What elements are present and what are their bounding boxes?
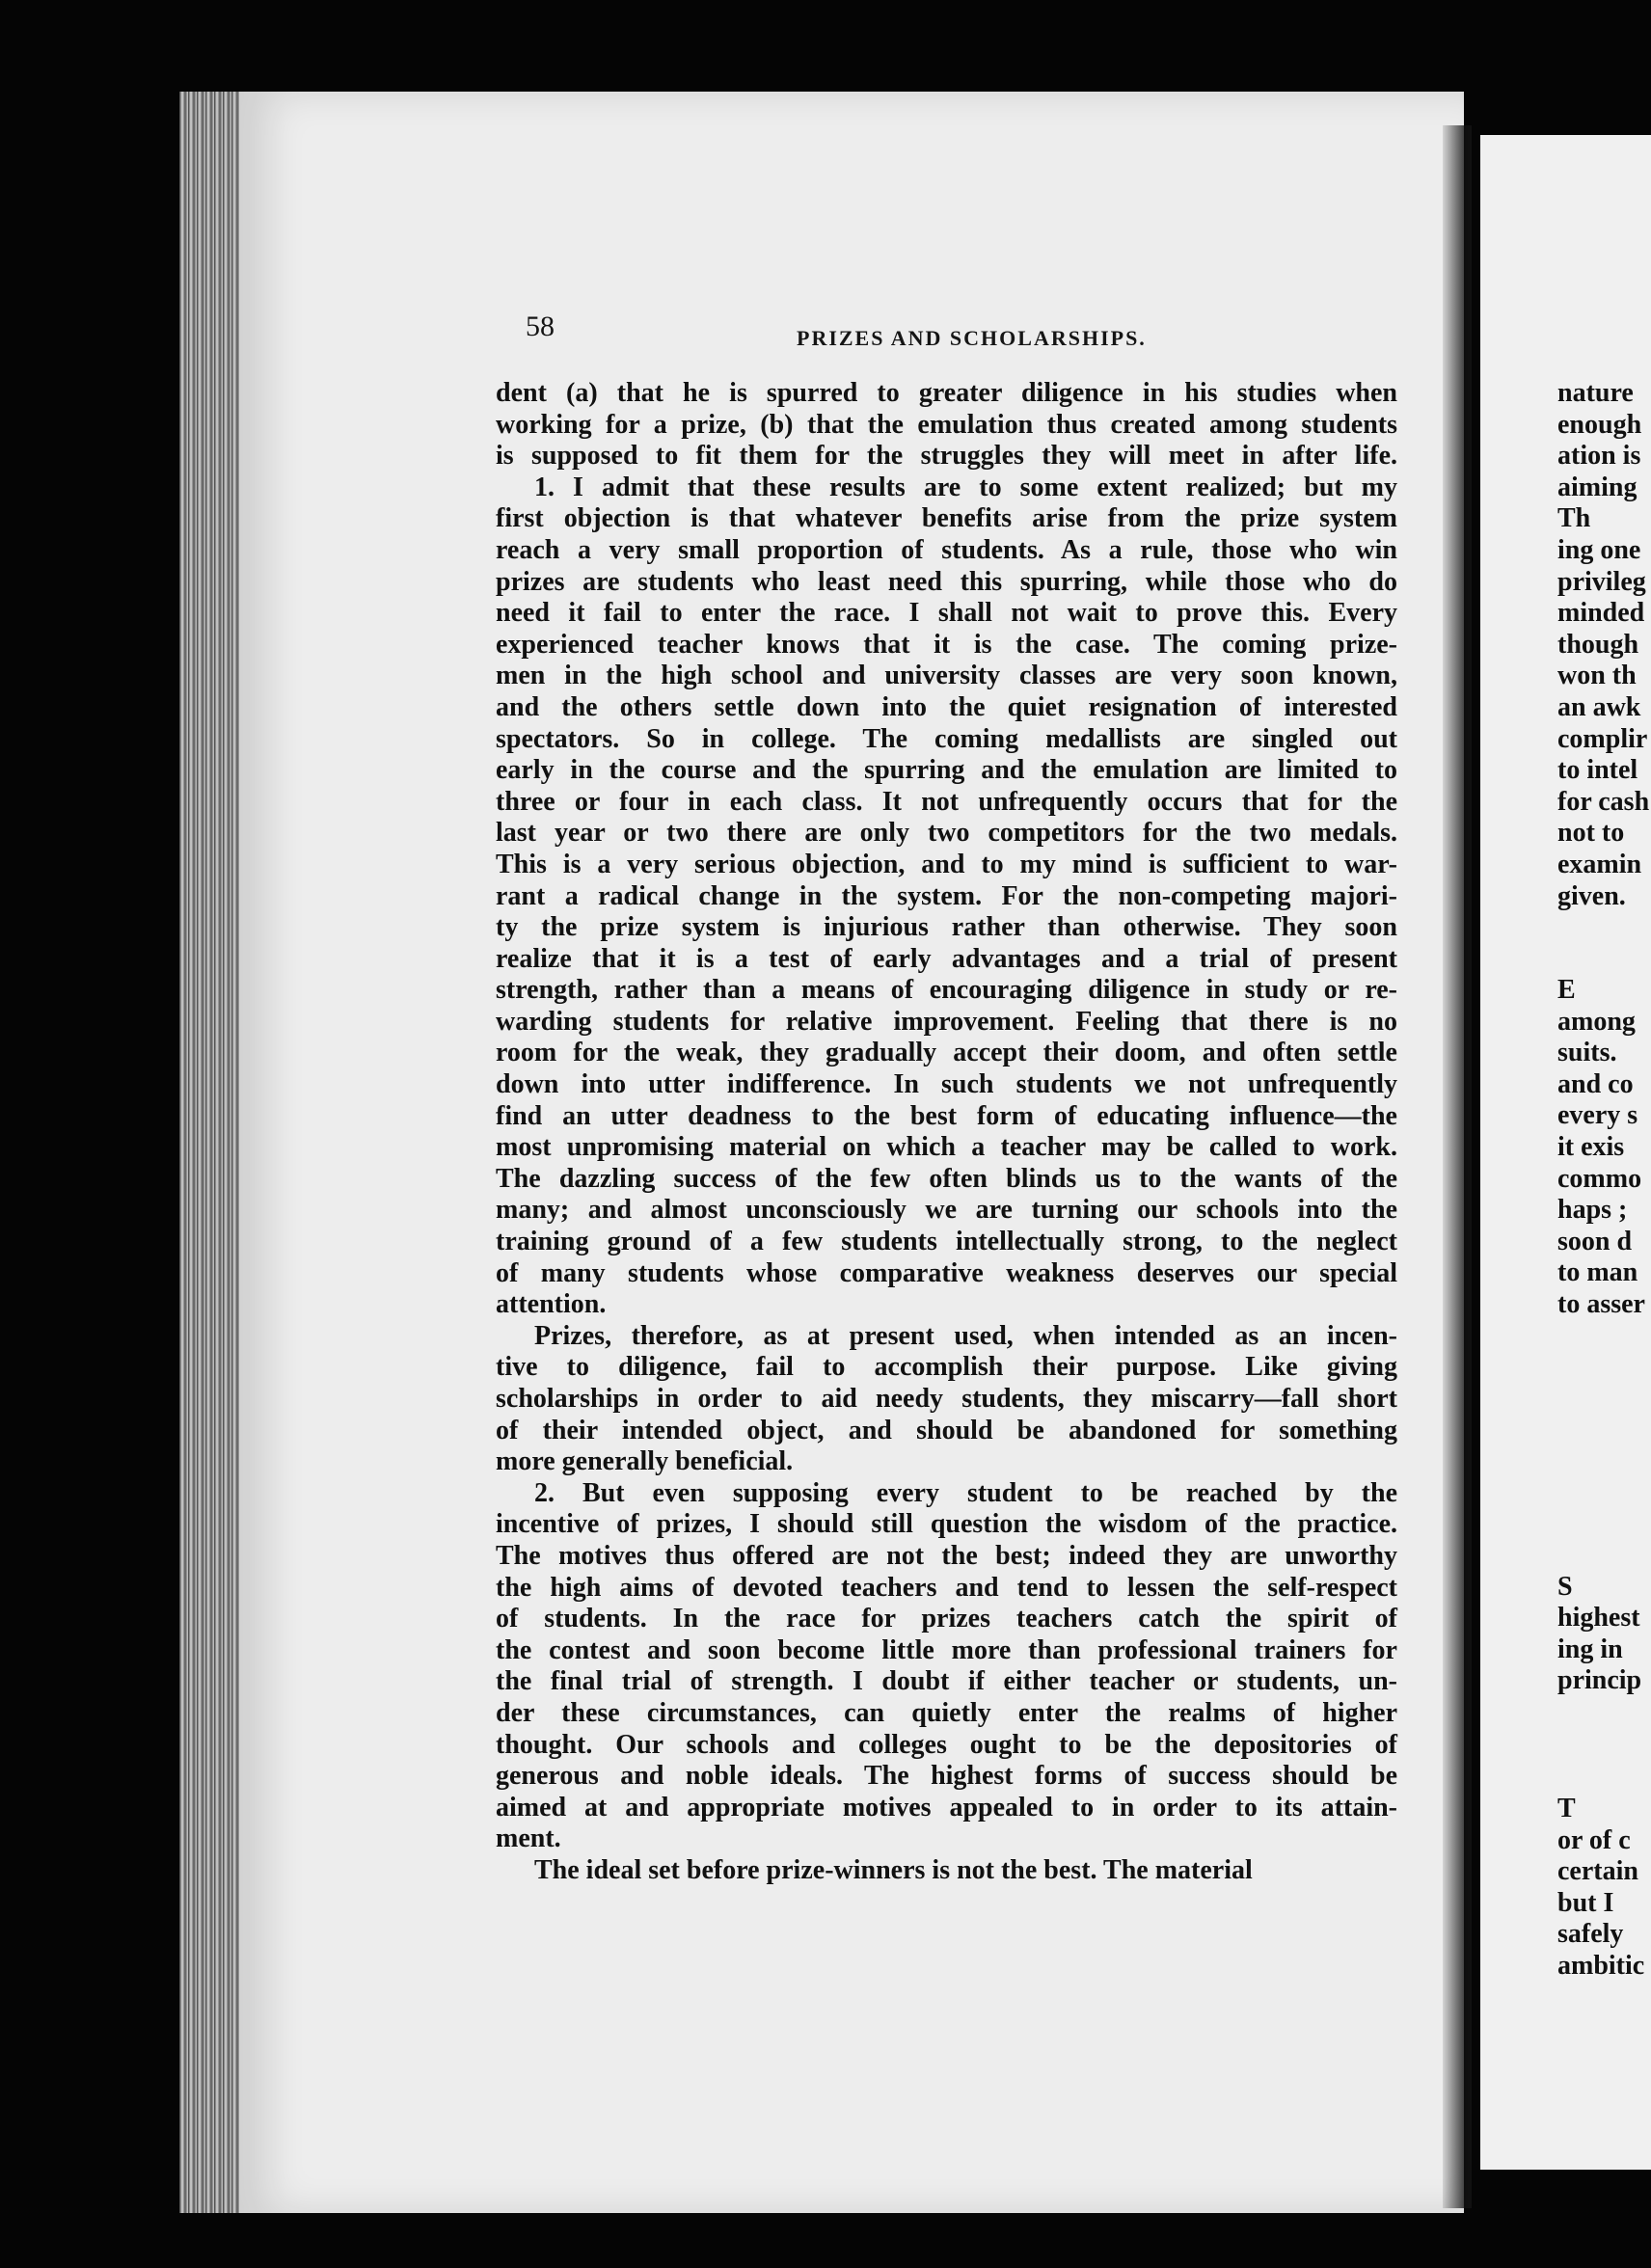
facing-text-line: T bbox=[1557, 1794, 1576, 1823]
facing-text-line: certain bbox=[1557, 1856, 1638, 1887]
text-line: warding students for relative improvement. Feeling that there is no bbox=[496, 1006, 1397, 1037]
facing-text-line: given. bbox=[1557, 880, 1626, 911]
text-line: training ground of a few students intellectually strong, to the neglect bbox=[496, 1227, 1397, 1257]
text-line: reach a very small proportion of students. As a rule, those who win bbox=[496, 534, 1397, 565]
text-line: room for the weak, they gradually accept their doom, and often settle bbox=[496, 1038, 1397, 1068]
text-line: three or four in each class. It not unfrequently occurs that for the bbox=[496, 786, 1397, 817]
text-line: and the others settle down into the quiet resignation of interested bbox=[496, 691, 1397, 722]
text-line: spectators. So in college. The coming medallists are singled out bbox=[496, 723, 1397, 754]
text-line: prizes are students who least need this spurring, while those who do bbox=[496, 566, 1397, 597]
facing-text-line: won th bbox=[1557, 661, 1637, 691]
facing-text-line: though bbox=[1557, 629, 1639, 660]
facing-text-line: to man bbox=[1557, 1257, 1638, 1288]
text-line: der these circumstances, can quietly enter the realms of higher bbox=[496, 1697, 1397, 1728]
text-line: incentive of prizes, I should still question the wisdom of the practice. bbox=[496, 1509, 1397, 1540]
facing-text-line: complir bbox=[1557, 723, 1648, 754]
text-line: men in the high school and university classes are very soon known, bbox=[496, 661, 1397, 691]
facing-text-line: privileg bbox=[1557, 566, 1646, 597]
text-line: the high aims of devoted teachers and tend to lessen the self-respect bbox=[496, 1572, 1397, 1603]
facing-gap bbox=[1557, 1697, 1651, 1794]
text-line: of their intended object, and should be abandoned for something bbox=[496, 1415, 1397, 1445]
text-line: The ideal set before prize-winners is not the best. The material bbox=[534, 1854, 1253, 1885]
text-line: down into utter indifference. In such students we not unfrequently bbox=[496, 1069, 1397, 1100]
facing-text-line: for cash bbox=[1557, 786, 1650, 817]
facing-gap bbox=[1557, 912, 1651, 975]
page-number: 58 bbox=[526, 310, 555, 342]
facing-text-line: but I bbox=[1557, 1887, 1614, 1918]
text-line: generous and noble ideals. The highest forms of success should be bbox=[496, 1761, 1397, 1792]
text-line: more generally beneficial. bbox=[496, 1446, 794, 1477]
facing-text-line: ambitic bbox=[1557, 1950, 1645, 1981]
facing-text-line: nature bbox=[1557, 378, 1634, 408]
text-line: dent (a) that he is spurred to greater diligence in his studies when bbox=[496, 378, 1397, 408]
facing-text-line: soon d bbox=[1557, 1226, 1633, 1256]
text-line: early in the course and the spurring and the emulation are limited to bbox=[496, 755, 1397, 786]
facing-text-line: an awk bbox=[1557, 691, 1641, 722]
text-line: of many students whose comparative weakness deserves our special bbox=[496, 1257, 1397, 1288]
facing-text-line: enough bbox=[1557, 409, 1642, 440]
facing-text-line: every s bbox=[1557, 1100, 1638, 1131]
facing-text-line: not to bbox=[1557, 818, 1625, 849]
text-line: tive to diligence, fail to accomplish their purpose. Like giving bbox=[496, 1352, 1397, 1383]
facing-text-line: ing one bbox=[1557, 534, 1641, 565]
text-line: rant a radical change in the system. For the non-competing majori- bbox=[496, 880, 1397, 911]
text-line: Prizes, therefore, as at present used, when intended as an incen- bbox=[534, 1320, 1397, 1351]
text-line: thought. Our schools and colleges ought to be the depositories of bbox=[496, 1729, 1397, 1760]
text-line: strength, rather than a means of encouraging diligence in study or re- bbox=[496, 975, 1397, 1006]
main-text bbox=[496, 378, 1397, 1887]
facing-text-line: suits. bbox=[1557, 1038, 1617, 1068]
facing-text-line: it exis bbox=[1557, 1132, 1625, 1163]
facing-page-text bbox=[1557, 378, 1651, 1983]
text-line: need it fail to enter the race. I shall not wait to prove this. Every bbox=[496, 598, 1397, 629]
running-title: PRIZES AND SCHOLARSHIPS. bbox=[797, 326, 1147, 350]
facing-text-line: princip bbox=[1557, 1665, 1642, 1696]
text-line: This is a very serious objection, and to my mind is sufficient to war- bbox=[496, 849, 1397, 879]
facing-text-line: aiming bbox=[1557, 472, 1637, 502]
facing-text-line: to asser bbox=[1557, 1289, 1645, 1320]
facing-text-line: or of c bbox=[1557, 1824, 1631, 1855]
text-line: find an utter deadness to the best form of educating influence—the bbox=[496, 1100, 1397, 1131]
facing-text-line: safely bbox=[1557, 1919, 1624, 1950]
text-line: ment. bbox=[496, 1823, 561, 1854]
facing-text-line: commo bbox=[1557, 1163, 1642, 1194]
text-line: is supposed to fit them for the struggles they will meet in after life. bbox=[496, 441, 1397, 472]
text-line: most unpromising material on which a teacher may be called to work. bbox=[496, 1132, 1397, 1163]
facing-text-line: E bbox=[1557, 975, 1576, 1006]
facing-text-line: and co bbox=[1557, 1068, 1634, 1099]
facing-gap bbox=[1557, 1321, 1651, 1572]
facing-text-line: S bbox=[1557, 1571, 1573, 1602]
facing-text-line: ing in bbox=[1557, 1634, 1623, 1664]
text-line: experienced teacher knows that it is the case. The coming prize- bbox=[496, 629, 1397, 660]
facing-text-line: ation is bbox=[1557, 441, 1641, 472]
text-line: of students. In the race for prizes teachers catch the spirit of bbox=[496, 1604, 1397, 1634]
text-line: aimed at and appropriate motives appealed to in order to its attain- bbox=[496, 1792, 1397, 1822]
text-line: many; and almost unconsciously we are turning our schools into the bbox=[496, 1195, 1397, 1226]
text-line: last year or two there are only two competitors for the two medals. bbox=[496, 818, 1397, 849]
text-line: the final trial of strength. I doubt if either teacher or students, un- bbox=[496, 1666, 1397, 1697]
text-line: working for a prize, (b) that the emulation thus created among students bbox=[496, 409, 1397, 440]
facing-text-line: haps ; bbox=[1557, 1195, 1628, 1226]
facing-text-line: highest bbox=[1557, 1603, 1640, 1634]
book-gutter bbox=[1443, 125, 1472, 2208]
text-line: The motives thus offered are not the best; indeed they are unworthy bbox=[496, 1540, 1397, 1571]
text-line: the contest and soon become little more than professional trainers for bbox=[496, 1634, 1397, 1665]
page-edge-stack bbox=[179, 92, 239, 2213]
text-line: ty the prize system is injurious rather than otherwise. They soon bbox=[496, 912, 1397, 943]
text-line: first objection is that whatever benefits arise from the prize system bbox=[496, 503, 1397, 534]
text-line: 1. I admit that these results are to some extent realized; but my bbox=[534, 472, 1397, 502]
text-line: The dazzling success of the few often blinds us to the wants of the bbox=[496, 1163, 1397, 1194]
facing-text-line: examin bbox=[1557, 849, 1642, 879]
facing-text-line: to intel bbox=[1557, 755, 1638, 786]
text-line: 2. But even supposing every student to be reached by the bbox=[534, 1477, 1397, 1508]
facing-text-line: among bbox=[1557, 1006, 1636, 1037]
facing-text-line: Th bbox=[1557, 503, 1591, 534]
text-line: realize that it is a test of early advantages and a trial of present bbox=[496, 943, 1397, 974]
text-line: attention. bbox=[496, 1289, 607, 1320]
facing-text-line: minded bbox=[1557, 598, 1645, 629]
text-line: scholarships in order to aid needy students, they miscarry—fall short bbox=[496, 1384, 1397, 1414]
